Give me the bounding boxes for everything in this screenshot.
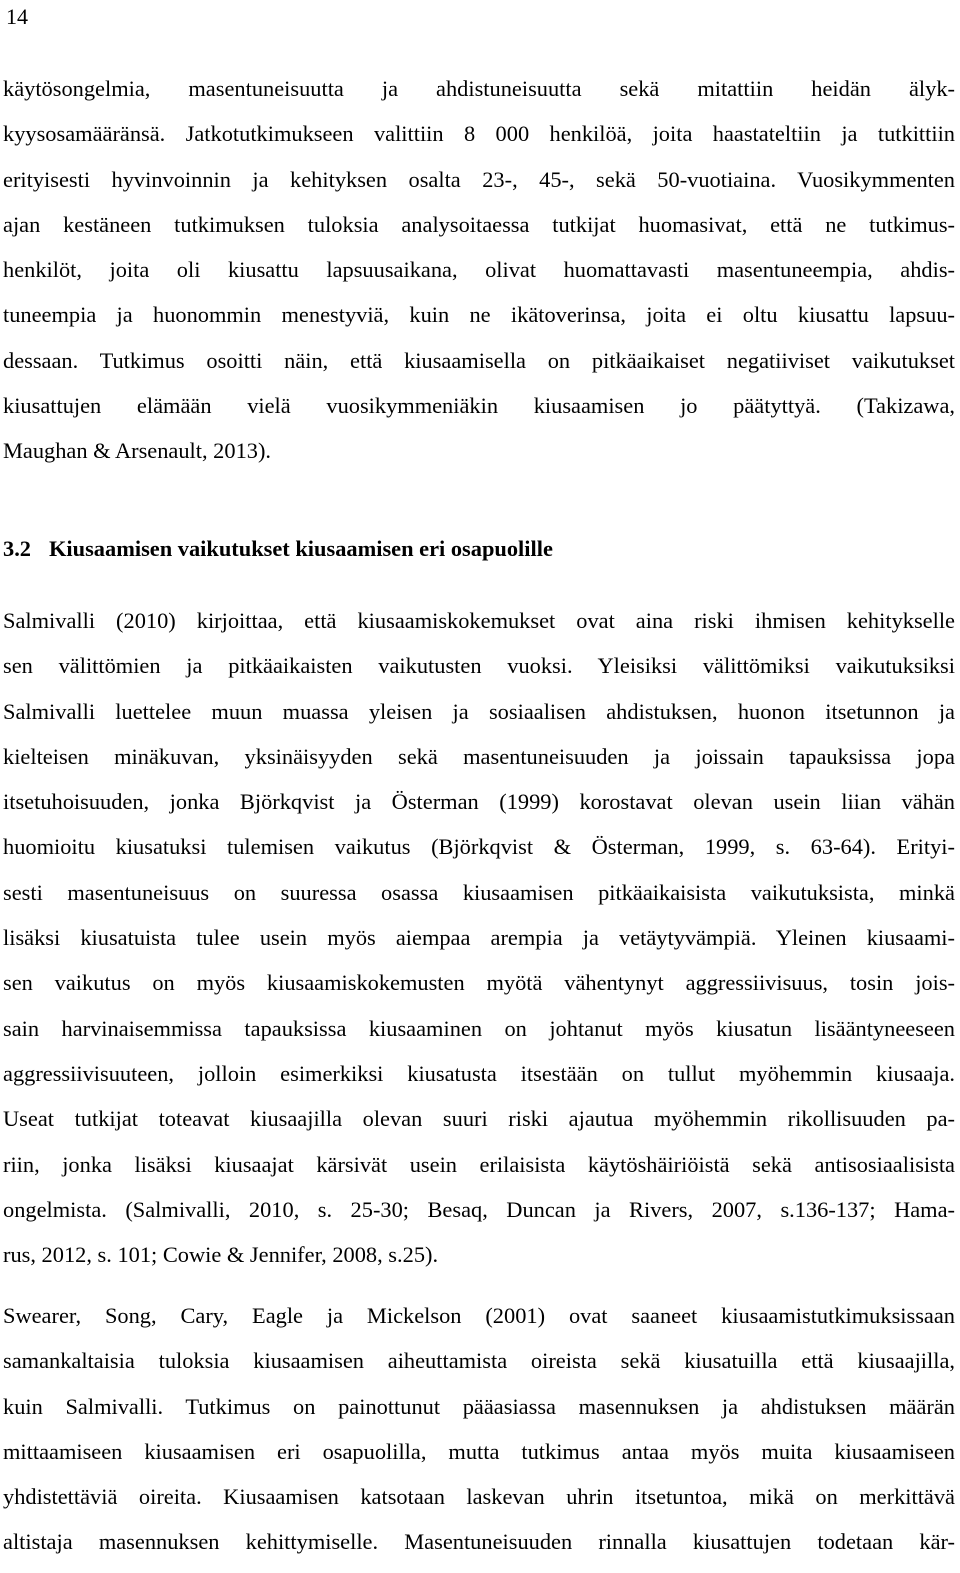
paragraph-2 (3, 606, 955, 1285)
paragraph-line: rus, 2012, s. 101; Cowie & Jennifer, 2008, s.25). (3, 1242, 439, 1268)
paragraph-line: mittaamiseen kiusaamisen eri osapuolilla, mutta tutkimus antaa myös muita kiusaamiseen (3, 1438, 955, 1464)
paragraph-line: sain harvinaisemmissa tapauksissa kiusaaminen on johtanut myös kiusatun lisääntyneeseen (3, 1015, 955, 1041)
paragraph-line: sen välittömien ja pitkäaikaisten vaikutusten vuoksi. Yleisiksi välittömiksi vaikutuksiksi (3, 653, 955, 679)
page-number: 14 (6, 4, 28, 29)
paragraph-3 (3, 1301, 955, 1573)
paragraph-line: riin, jonka lisäksi kiusaajat kärsivät usein erilaisista käytöshäiriöistä sekä antisosiaalisista (3, 1151, 955, 1177)
paragraph-line: huomioitu kiusatuksi tulemisen vaikutus (Björkqvist & Österman, 1999, s. 63-64). Erityi- (3, 834, 955, 860)
section-number: 3.2 (3, 536, 31, 561)
paragraph-line: Salmivalli luettelee muun muassa yleisen ja sosiaalisen ahdistuksen, huonon itsetunnon ja (3, 698, 955, 724)
section-heading (3, 534, 553, 564)
paragraph-line: kielteisen minäkuvan, yksinäisyyden sekä masentuneisuuden ja joissain tapauksissa jopa (3, 743, 955, 769)
section-title: Kiusaamisen vaikutukset kiusaamisen eri osapuolille (49, 536, 553, 561)
paragraph-line: aggressiivisuuteen, jolloin esimerkiksi kiusatusta itsestään on tullut myöhemmin kiusaaja. (3, 1060, 955, 1086)
paragraph-line: Salmivalli (2010) kirjoittaa, että kiusaamiskokemukset ovat aina riski ihmisen kehitykselle (3, 608, 955, 633)
paragraph-line: Useat tutkijat toteavat kiusaajilla olevan suuri riski ajautua myöhemmin rikollisuuden pa- (3, 1106, 955, 1132)
paragraph-line: lisäksi kiusatuista tulee usein myös aiempaa arempia ja vetäytyvämpiä. Yleinen kiusaami- (3, 925, 955, 951)
paragraph-line: samankaltaisia tuloksia kiusaamisen aiheuttamista oireista sekä kiusatuilla että kiusaajilla, (3, 1348, 955, 1374)
paragraph-line: käytösongelmia, masentuneisuutta ja ahdistuneisuutta sekä mitattiin heidän älyk- (3, 76, 955, 101)
paragraph-line: henkilöt, joita oli kiusattu lapsuusaikana, olivat huomattavasti masentuneempia, ahdis- (3, 257, 955, 283)
paragraph-line: sesti masentuneisuus on suuressa osassa kiusaamisen pitkäaikaisista vaikutuksista, minkä (3, 879, 955, 905)
paragraph-line: dessaan. Tutkimus osoitti näin, että kiusaamisella on pitkäaikaiset negatiiviset vaikutukset (3, 347, 955, 373)
paragraph-line: yhdistettäviä oireita. Kiusaamisen katsotaan laskevan uhrin itsetuntoa, mikä on merkittävä (3, 1484, 955, 1510)
paragraph-line: kyysosamääränsä. Jatkotutkimukseen valittiin 8 000 henkilöä, joita haastateltiin ja tutkittiin (3, 121, 955, 147)
paragraph-line: itsetuhoisuuden, jonka Björkqvist ja Österman (1999) korostavat olevan usein liian vähän (3, 789, 955, 815)
paragraph-line: sen vaikutus on myös kiusaamiskokemusten myötä vähentynyt aggressiivisuus, tosin jois- (3, 970, 955, 996)
paragraph-1 (3, 74, 955, 482)
paragraph-line: altistaja masennuksen kehittymiselle. Masentuneisuuden rinnalla kiusattujen todetaan kär- (3, 1529, 955, 1555)
paragraph-line: kuin Salmivalli. Tutkimus on painottunut pääasiassa masennuksen ja ahdistuksen määrän (3, 1393, 955, 1419)
paragraph-line: ajan kestäneen tutkimuksen tuloksia analysoitaessa tutkijat huomasivat, että ne tutkimus- (3, 211, 955, 237)
paragraph-line: Swearer, Song, Cary, Eagle ja Mickelson (2001) ovat saaneet kiusaamistutkimuksissaan (3, 1303, 955, 1328)
paragraph-line: Maughan & Arsenault, 2013). (3, 438, 272, 464)
paragraph-line: tuneempia ja huonommin menestyviä, kuin ne ikätoverinsa, joita ei oltu kiusattu lapsuu- (3, 302, 955, 328)
paragraph-line: erityisesti hyvinvoinnin ja kehityksen osalta 23-, 45-, sekä 50-vuotiaina. Vuosikymmenten (3, 166, 955, 192)
paragraph-line: ongelmista. (Salmivalli, 2010, s. 25-30; Besaq, Duncan ja Rivers, 2007, s.136-137; Hama- (3, 1196, 955, 1222)
paragraph-line: kiusattujen elämään vielä vuosikymmeniäkin kiusaamisen jo päätyttyä. (Takizawa, (3, 393, 955, 419)
